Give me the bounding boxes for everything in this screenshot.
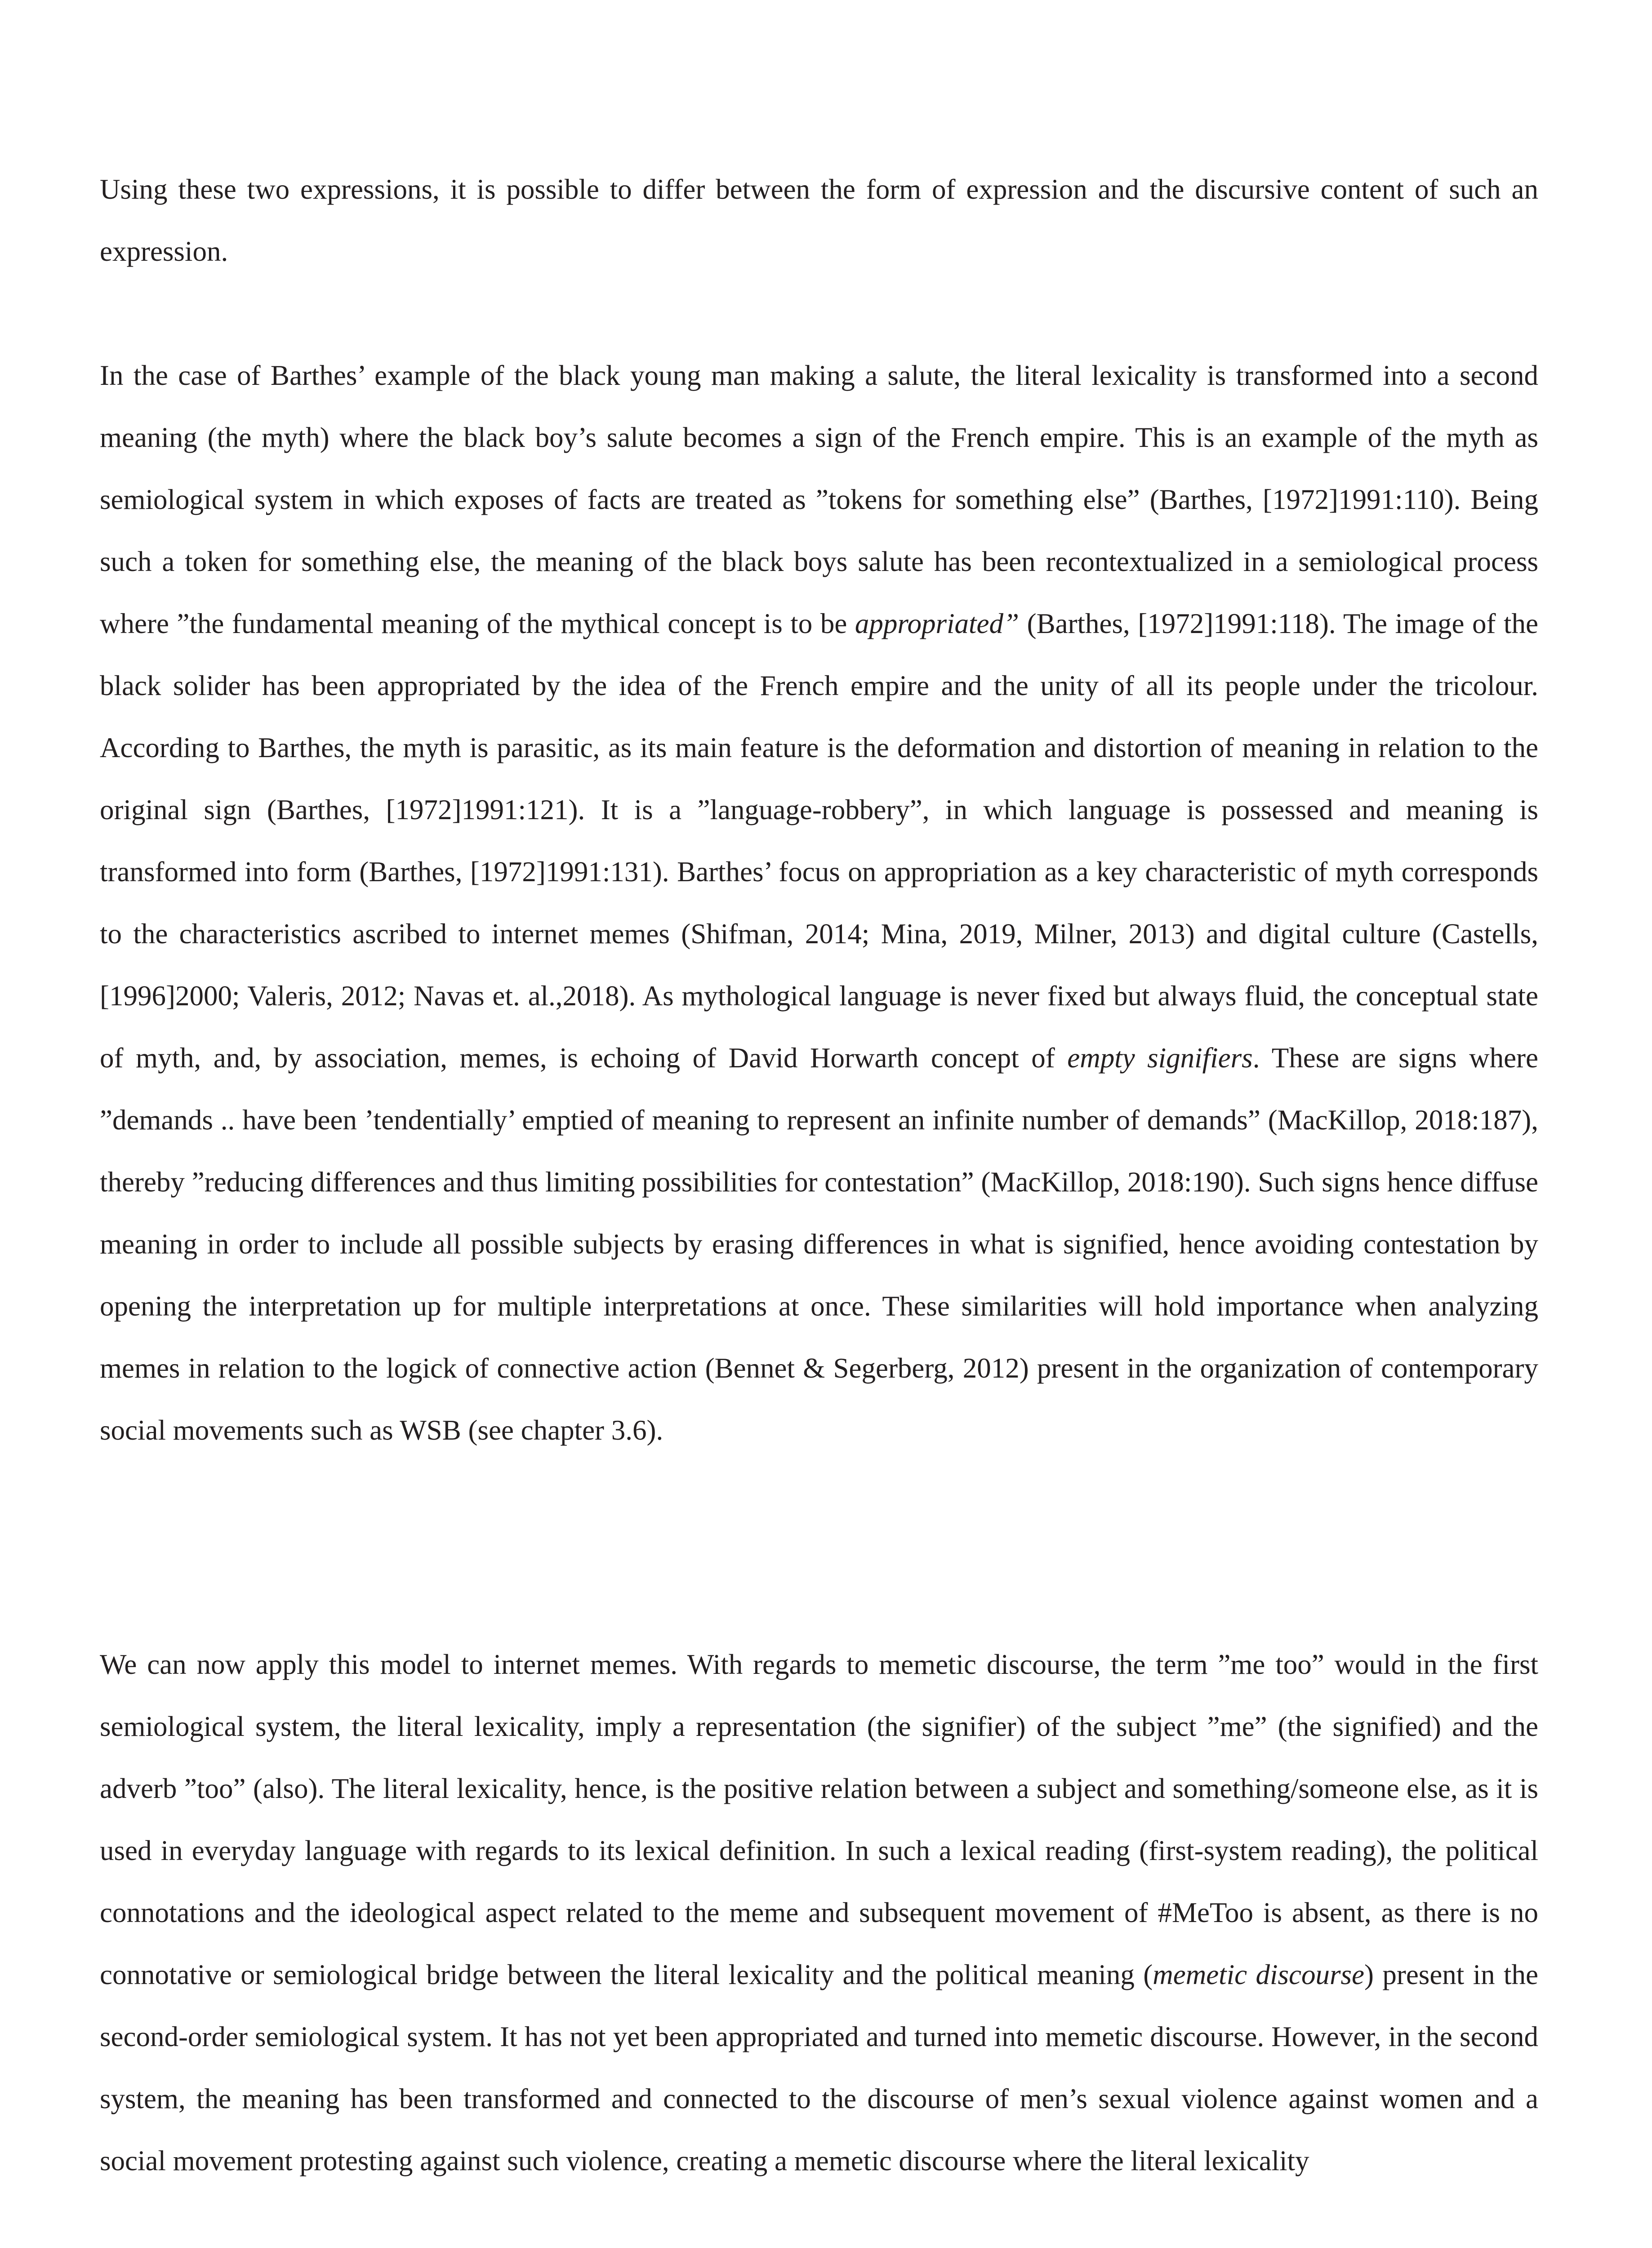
paragraph-3-text-b: ) present in the second-order semiological system. It has not yet been appropriated and turned into memetic discourse. However, in the second system, the meaning has been transformed and connected to the discourse of men’s sexual violence against women and a social movement protesting against such violence, creating a memetic discourse where the literal lexicality [100,1959,1539,2177]
paragraph-3 [100,1633,1538,2192]
paragraph-2-text-b: (Barthes, [1972]1991:118). The image of the black solider has been appropriated by the idea of the French empire and the unity of all its people under the tricolour. According to Barthes, the myth is parasitic, as its main feature is the deformation and distortion of meaning in relation to the original sign (Barthes, [1972]1991:121). It is a ”language-robbery”, in which language is possessed and meaning is transformed into form (Barthes, [1972]1991:131). Barthes’ focus on appropriation as a key characteristic of myth corresponds to the characteristics ascribed to internet memes (Shifman, 2014; Mina, 2019, Milner, 2013) and digital culture (Castells, [1996]2000; Valeris, 2012; Navas et. al.,2018). As mythological language is never fixed but always fluid, the conceptual state of myth, and, by association, memes, is echoing of David Horwarth concept of [100,608,1538,1074]
paragraph-2-text-c: . These are signs where ”demands .. have been ’tendentially’ emptied of meaning to represent an infinite number of demands” (MacKillop, 2018:187), thereby ”reducing differences and thus limiting possibilities for contestation” (MacKillop, 2018:190). Such signs hence diffuse meaning in order to include all possible subjects by erasing differences in what is signified, hence avoiding contestation by opening the interpretation up for multiple interpretations at once. These similarities will hold importance when analyzing memes in relation to the logick of connective action (Bennet & Segerberg, 2012) present in the organization of contemporary social movements such as WSB (see chapter 3.6). [100,1042,1538,1446]
paragraph-2-italic-empty-signifiers: empty signifiers [1067,1042,1253,1074]
paragraph-2 [100,344,1538,1461]
paragraph-2-italic-appropriated: appropriated” [855,608,1020,639]
paragraph-3-text-a: We can now apply this model to internet memes. With regards to memetic discourse, the term ”me too” would in the first semiological system, the literal lexicality, imply a representation (the signifier) of the subject ”me” (the signified) and the adverb ”too” (also). The literal lexicality, hence, is the positive relation between a subject and something/someone else, as it is used in everyday language with regards to its lexical definition. In such a lexical reading (first-system reading), the political connotations and the ideological aspect related to the meme and subsequent movement of #MeToo is absent, as there is no connotative or semiological bridge between the literal lexicality and the political meaning ( [100,1649,1538,1990]
paragraph-1 [100,158,1538,282]
paragraph-2-text-a: In the case of Barthes’ example of the black young man making a salute, the literal lexicality is transformed into a second meaning (the myth) where the black boy’s salute becomes a sign of the French empire. This is an example of the myth as semiological system in which exposes of facts are treated as ”tokens for something else” (Barthes, [1972]1991:110). Being such a token for something else, the meaning of the black boys salute has been recontextualized in a semiological process where ”the fundamental meaning of the mythical concept is to be [100,360,1538,639]
paragraph-1-text: Using these two expressions, it is possible to differ between the form of expression and the discursive content of such an expression. [100,174,1538,267]
paragraph-3-italic-memetic-discourse: memetic discourse [1153,1959,1364,1990]
